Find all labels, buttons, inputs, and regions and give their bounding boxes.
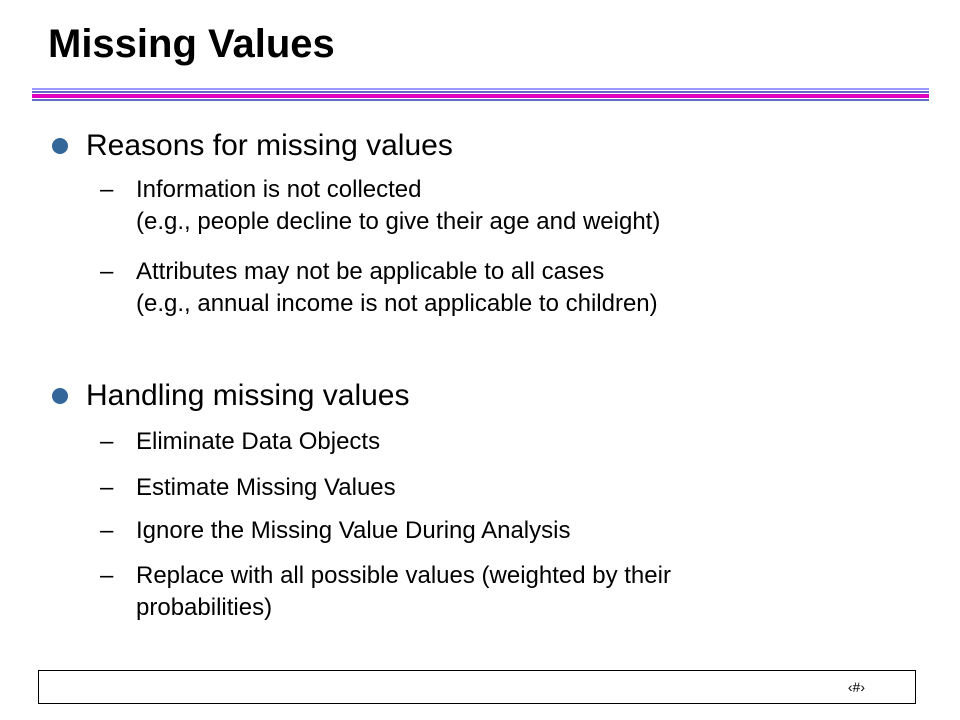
sub-item-eliminate	[100, 426, 380, 458]
bullet-dot-icon	[52, 388, 68, 404]
rule-band	[32, 88, 929, 90]
footer-bar	[38, 670, 916, 704]
sub-item-line: Eliminate Data Objects	[136, 428, 381, 455]
sub-item-line: Information is not collected	[136, 176, 422, 203]
sub-item-line: Replace with all possible values (weighted by their	[136, 562, 671, 589]
sub-item-info-not-collected	[100, 174, 660, 238]
title-underline-rule	[32, 88, 929, 102]
dash-marker: –	[100, 517, 114, 544]
sub-item-attributes-not-applicable	[100, 256, 658, 320]
sub-item-line: (e.g., people decline to give their age and weight)	[136, 208, 661, 235]
dash-marker: –	[100, 562, 114, 589]
sub-item-line: (e.g., annual income is not applicable to children)	[136, 290, 658, 317]
dash-marker: –	[100, 258, 114, 285]
dash-marker: –	[100, 428, 114, 455]
rule-band	[32, 99, 929, 101]
rule-band	[32, 91, 929, 93]
bullet-label: Reasons for missing values	[86, 129, 453, 162]
sub-item-line: Estimate Missing Values	[136, 474, 396, 501]
sub-item-estimate	[100, 472, 396, 504]
sub-item-line: Attributes may not be applicable to all cases	[136, 258, 605, 285]
sub-item-line: probabilities)	[136, 594, 273, 621]
dash-marker: –	[100, 176, 114, 203]
bullet-label: Handling missing values	[86, 379, 410, 412]
page-number: ‹#›	[847, 679, 865, 695]
bullet-reasons	[52, 128, 453, 164]
slide-title: Missing Values	[48, 22, 335, 66]
bullet-dot-icon	[52, 138, 68, 154]
bullet-handling	[52, 378, 410, 414]
sub-item-replace	[100, 560, 671, 624]
dash-marker: –	[100, 474, 114, 501]
sub-item-line: Ignore the Missing Value During Analysis	[136, 517, 571, 544]
sub-item-ignore	[100, 515, 570, 547]
rule-band	[32, 94, 929, 98]
